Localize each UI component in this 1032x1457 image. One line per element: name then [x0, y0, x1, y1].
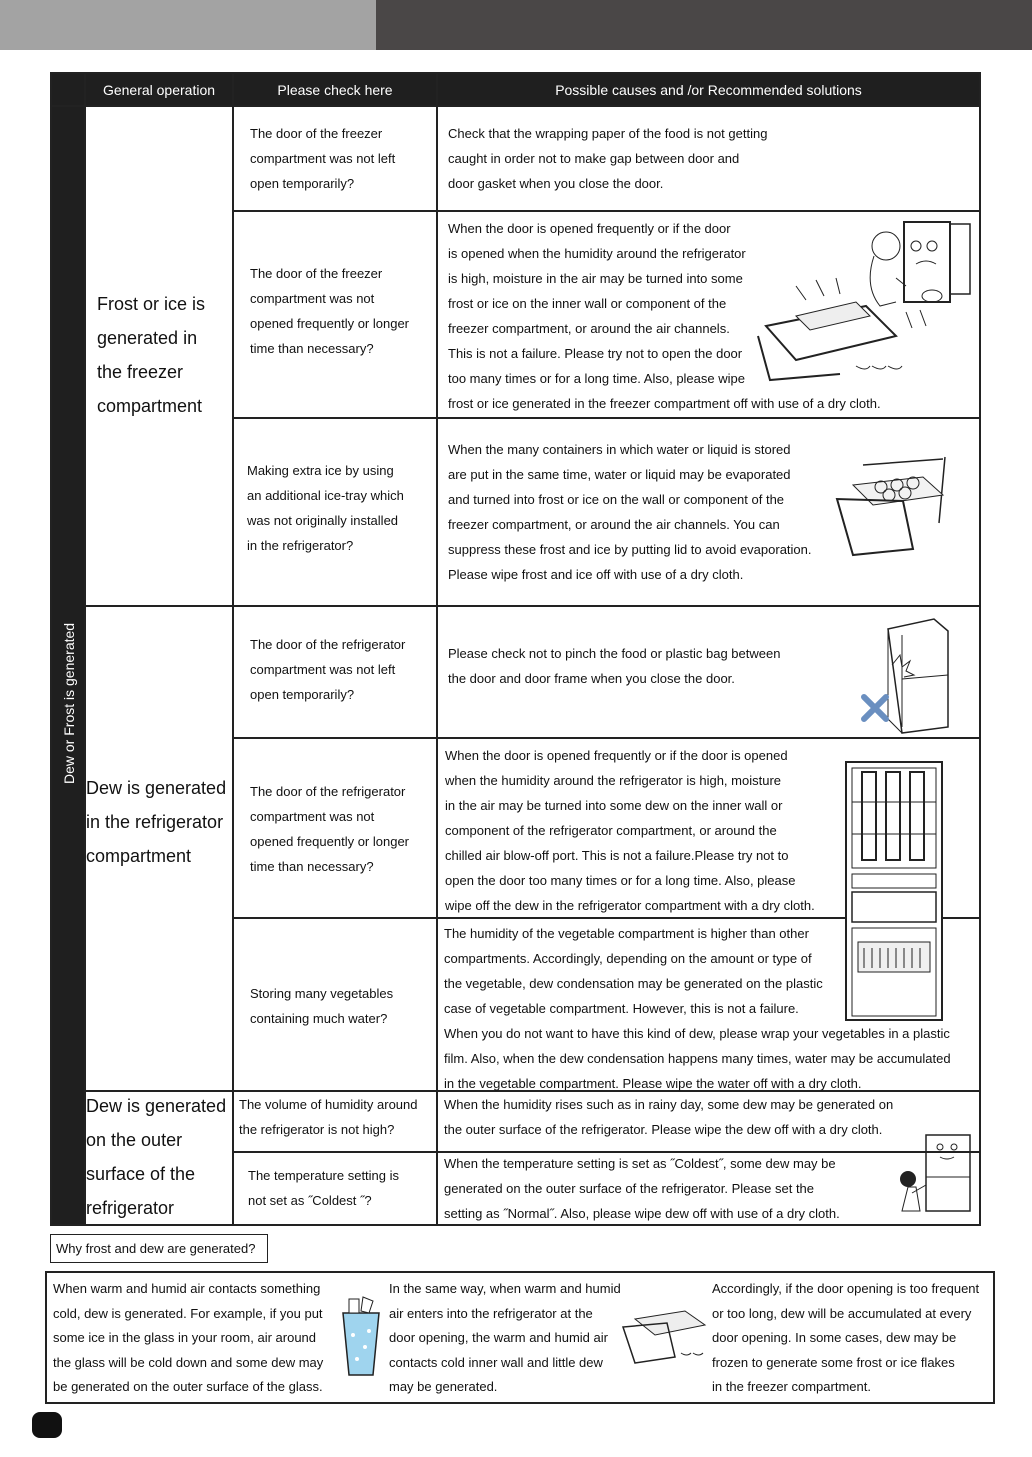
- outer-solution-1: When the humidity rises such as in rainy day, some dew may be generated on the outer surface of the refrigerator. Please wipe the dew off with a dry cloth.: [438, 1092, 979, 1151]
- freezer-solution-1: Check that the wrapping paper of the food is not getting caught in order not to make gap between door and door gasket when you close the door.: [438, 107, 979, 210]
- fridge-check-3: Storing many vegetables containing much water?: [234, 919, 436, 1090]
- freezer-solution-2: When the door is opened frequently or if the door is opened when the humidity around the refrigerator is high, moisture in the air may be turned into some frost or ice on the inner wall or component of the freezer compartment, or around the air channels. This is not a failure. Please try not to open the door too many times or for a long time. Also, please wipe frost or ice generated in the freezer compartment off with use of a dry cloth.: [438, 212, 979, 417]
- header-corner: [52, 74, 84, 105]
- why-col-2: In the same way, when warm and humid air enters into the refrigerator at the door opening, the warm and humid air contacts cold inner wall and little dew may be generated.: [389, 1281, 621, 1394]
- why-col-1: When warm and humid air contacts something cold, dew is generated. For example, if you put some ice in the glass in your room, air around the glass will be cold down and some dew may be generated on the outer surface of the glass.: [53, 1281, 324, 1394]
- iced-glass-illustration: [339, 1295, 383, 1379]
- why-col-3: Accordingly, if the door opening is too frequent or too long, dew will be accumulated at every door opening. In some cases, dew may be frozen to generate some frost or ice flakes in the freezer compartment.: [712, 1281, 980, 1394]
- header-causes-solutions: Possible causes and /or Recommended solutions: [438, 74, 979, 105]
- top-bar-right: [376, 0, 1032, 50]
- outer-general-cell: [86, 1092, 232, 1224]
- freezer-check-2: The door of the freezer compartment was not opened frequently or longer time than necessary?: [234, 212, 436, 417]
- side-label: Dew or Frost is generated: [61, 622, 77, 784]
- person-wiping-fridge-illustration: [890, 1133, 976, 1219]
- fridge-pinched-door-illustration: [858, 611, 958, 733]
- fridge-check-1: The door of the refrigerator compartment was not left open temporarily?: [234, 607, 436, 737]
- freezer-general-cell: [86, 107, 232, 605]
- outer-check-2: The temperature setting is not set as ˝Coldest ˝?: [234, 1153, 436, 1224]
- fridge-title: Dew is generated in the refrigerator compartment: [86, 778, 227, 866]
- fridge-solution-2: When the door is opened frequently or if the door is opened when the humidity around the refrigerator is high, moisture in the air may be turned into some dew on the inner wall or component of the refrigerator compartment, or around the chilled air blow-off port. This is not a failure.Please try not to open the door too many times or for a long time. Also, please wipe off the dew in the refrigerator compartment with a dry cloth.: [438, 739, 979, 917]
- top-bar-left: [0, 0, 376, 50]
- freezer-drawer-containers-illustration: [833, 455, 958, 565]
- page-number-tab: [32, 1412, 62, 1438]
- fridge-solution-3: The humidity of the vegetable compartment is higher than other compartments. Accordingly, depending on the amount or type of the vegetable, dew condensation may be generated on the plastic case of vegetable compartment. However, this is not a failure. When you do not want to have this kind of dew, please wrap your vegetables in a plastic film. Also, when the dew condensation happens many times, water may be accumulated in the vegetable compartment. Please wipe the water off with a dry cloth.: [438, 919, 979, 1090]
- freezer-drawer-illustration: [621, 1297, 713, 1369]
- why-explanation-box: [45, 1271, 995, 1404]
- outer-title: Dew is generated on the outer surface of the refrigerator: [86, 1096, 227, 1218]
- freezer-solution-3: When the many containers in which water or liquid is stored are put in the same time, water or liquid may be evaporated and turned into frost or ice on the wall or component of the freezer compartment, or around the air channels. You can suppress these frost and ice by putting lid to avoid evaporation. Please wipe frost and ice off with use of a dry cloth.: [438, 419, 979, 605]
- open-refrigerator-illustration: [846, 762, 946, 1022]
- outer-solution-2: When the temperature setting is set as ˝Coldest˝, some dew may be generated on the outer surface of the refrigerator. Please set the setting as ˝Normal˝. Also, please wipe dew off with use of a dry cloth.: [438, 1153, 979, 1224]
- outer-check-1: The volume of humidity around the refrigerator is not high?: [234, 1092, 436, 1151]
- freezer-title: Frost or ice is generated in the freezer compartment: [97, 294, 206, 416]
- fridge-general-cell: [86, 607, 232, 1090]
- fridge-solution-1: Please check not to pinch the food or plastic bag between the door and door frame when you close the door.: [438, 607, 979, 737]
- freezer-door-open-illustration: [756, 216, 976, 396]
- fridge-check-2: The door of the refrigerator compartment was not opened frequently or longer time than necessary?: [234, 739, 436, 917]
- freezer-check-1: The door of the freezer compartment was not left open temporarily?: [234, 107, 436, 210]
- header-please-check: Please check here: [234, 74, 436, 105]
- freezer-check-3: Making extra ice by using an additional ice-tray which was not originally installed in the refrigerator?: [234, 419, 436, 605]
- header-general-operation: General operation: [86, 74, 232, 105]
- why-frost-dew-label: Why frost and dew are generated?: [50, 1234, 268, 1263]
